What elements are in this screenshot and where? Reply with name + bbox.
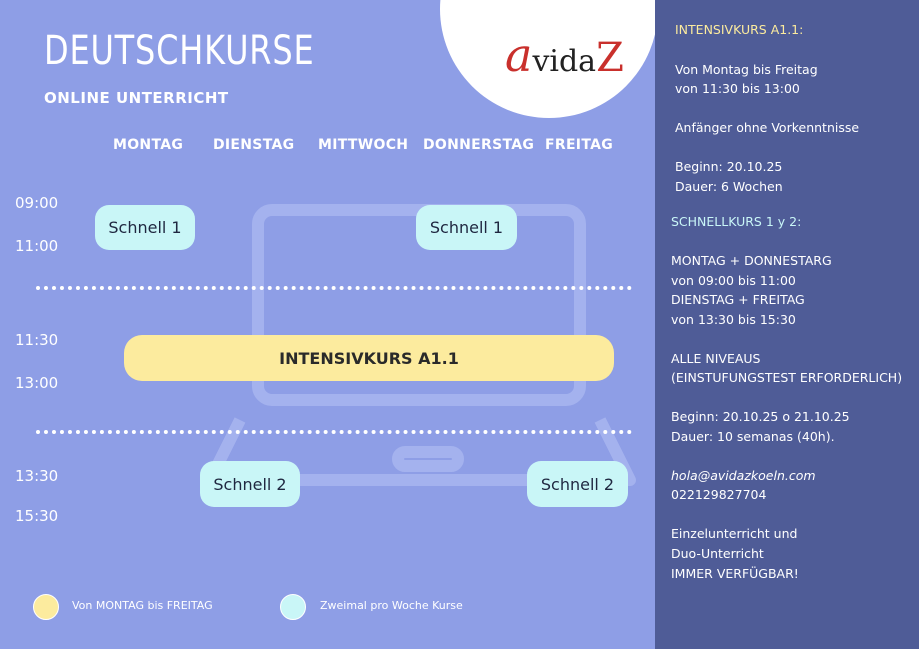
legend-twice-label: Zweimal pro Woche Kurse	[320, 599, 463, 612]
time-1100: 11:00	[15, 237, 59, 255]
time-1330: 13:30	[15, 467, 59, 485]
niveaus-note: (EINSTUFUNGSTEST ERFORDERLICH)	[671, 370, 903, 385]
time-1130: 11:30	[15, 331, 59, 349]
schnell1-monday: Schnell 1	[95, 205, 195, 250]
avidaz-logo: avidaZ	[505, 28, 624, 82]
day-tuesday: DIENSTAG	[213, 137, 295, 153]
day-thursday: DONNERSTAG	[423, 137, 535, 153]
day-friday: FREITAG	[545, 137, 614, 153]
intensive-begin: Beginn: 20.10.25	[675, 159, 783, 174]
schnell1-thursday: Schnell 1	[416, 205, 517, 250]
time-1530: 15:30	[15, 507, 59, 525]
legend-cyan-dot	[280, 594, 306, 620]
page-subtitle: ONLINE UNTERRICHT	[44, 89, 229, 107]
intensive-course-bar: INTENSIVKURS A1.1	[124, 335, 614, 381]
contact-email[interactable]: hola@avidazkoeln.com	[671, 468, 816, 483]
intensive-hours: von 11:30 bis 13:00	[675, 81, 800, 96]
schnell-title: SCHNELLKURS 1 y 2:	[671, 214, 802, 229]
einzel-line-2: Duo-Unterricht	[671, 546, 764, 561]
divider-bottom	[36, 430, 632, 434]
legend-daily-label: Von MONTAG bis FREITAG	[72, 599, 213, 612]
schnell-hours-2: von 13:30 bis 15:30	[671, 312, 796, 327]
page-title: DEUTSCHKURSE	[44, 28, 315, 74]
schnell-days-2: DIENSTAG + FREITAG	[671, 292, 805, 307]
intensive-days: Von Montag bis Freitag	[675, 62, 818, 77]
divider-top	[36, 286, 632, 290]
legend-yellow-dot	[33, 594, 59, 620]
day-wednesday: MITTWOCH	[318, 137, 409, 153]
intensive-level: Anfänger ohne Vorkenntnisse	[675, 120, 860, 135]
schnell-duration: Dauer: 10 semanas (40h).	[671, 429, 835, 444]
intensive-title: INTENSIVKURS A1.1:	[675, 22, 804, 37]
niveaus-label: ALLE NIVEAUS	[671, 351, 761, 366]
time-0900: 09:00	[15, 194, 59, 212]
schnell-begin: Beginn: 20.10.25 o 21.10.25	[671, 409, 850, 424]
einzel-line-1: Einzelunterricht und	[671, 526, 798, 541]
schnell-days-1: MONTAG + DONNESTARG	[671, 253, 832, 268]
contact-phone[interactable]: 022129827704	[671, 487, 767, 502]
time-1300: 13:00	[15, 374, 59, 392]
schnell2-tuesday: Schnell 2	[200, 461, 300, 507]
day-monday: MONTAG	[113, 137, 184, 153]
schnell2-friday: Schnell 2	[527, 461, 628, 507]
schnell-hours-1: von 09:00 bis 11:00	[671, 273, 796, 288]
intensive-duration: Dauer: 6 Wochen	[675, 179, 783, 194]
einzel-line-3: IMMER VERFÜGBAR!	[671, 566, 799, 581]
